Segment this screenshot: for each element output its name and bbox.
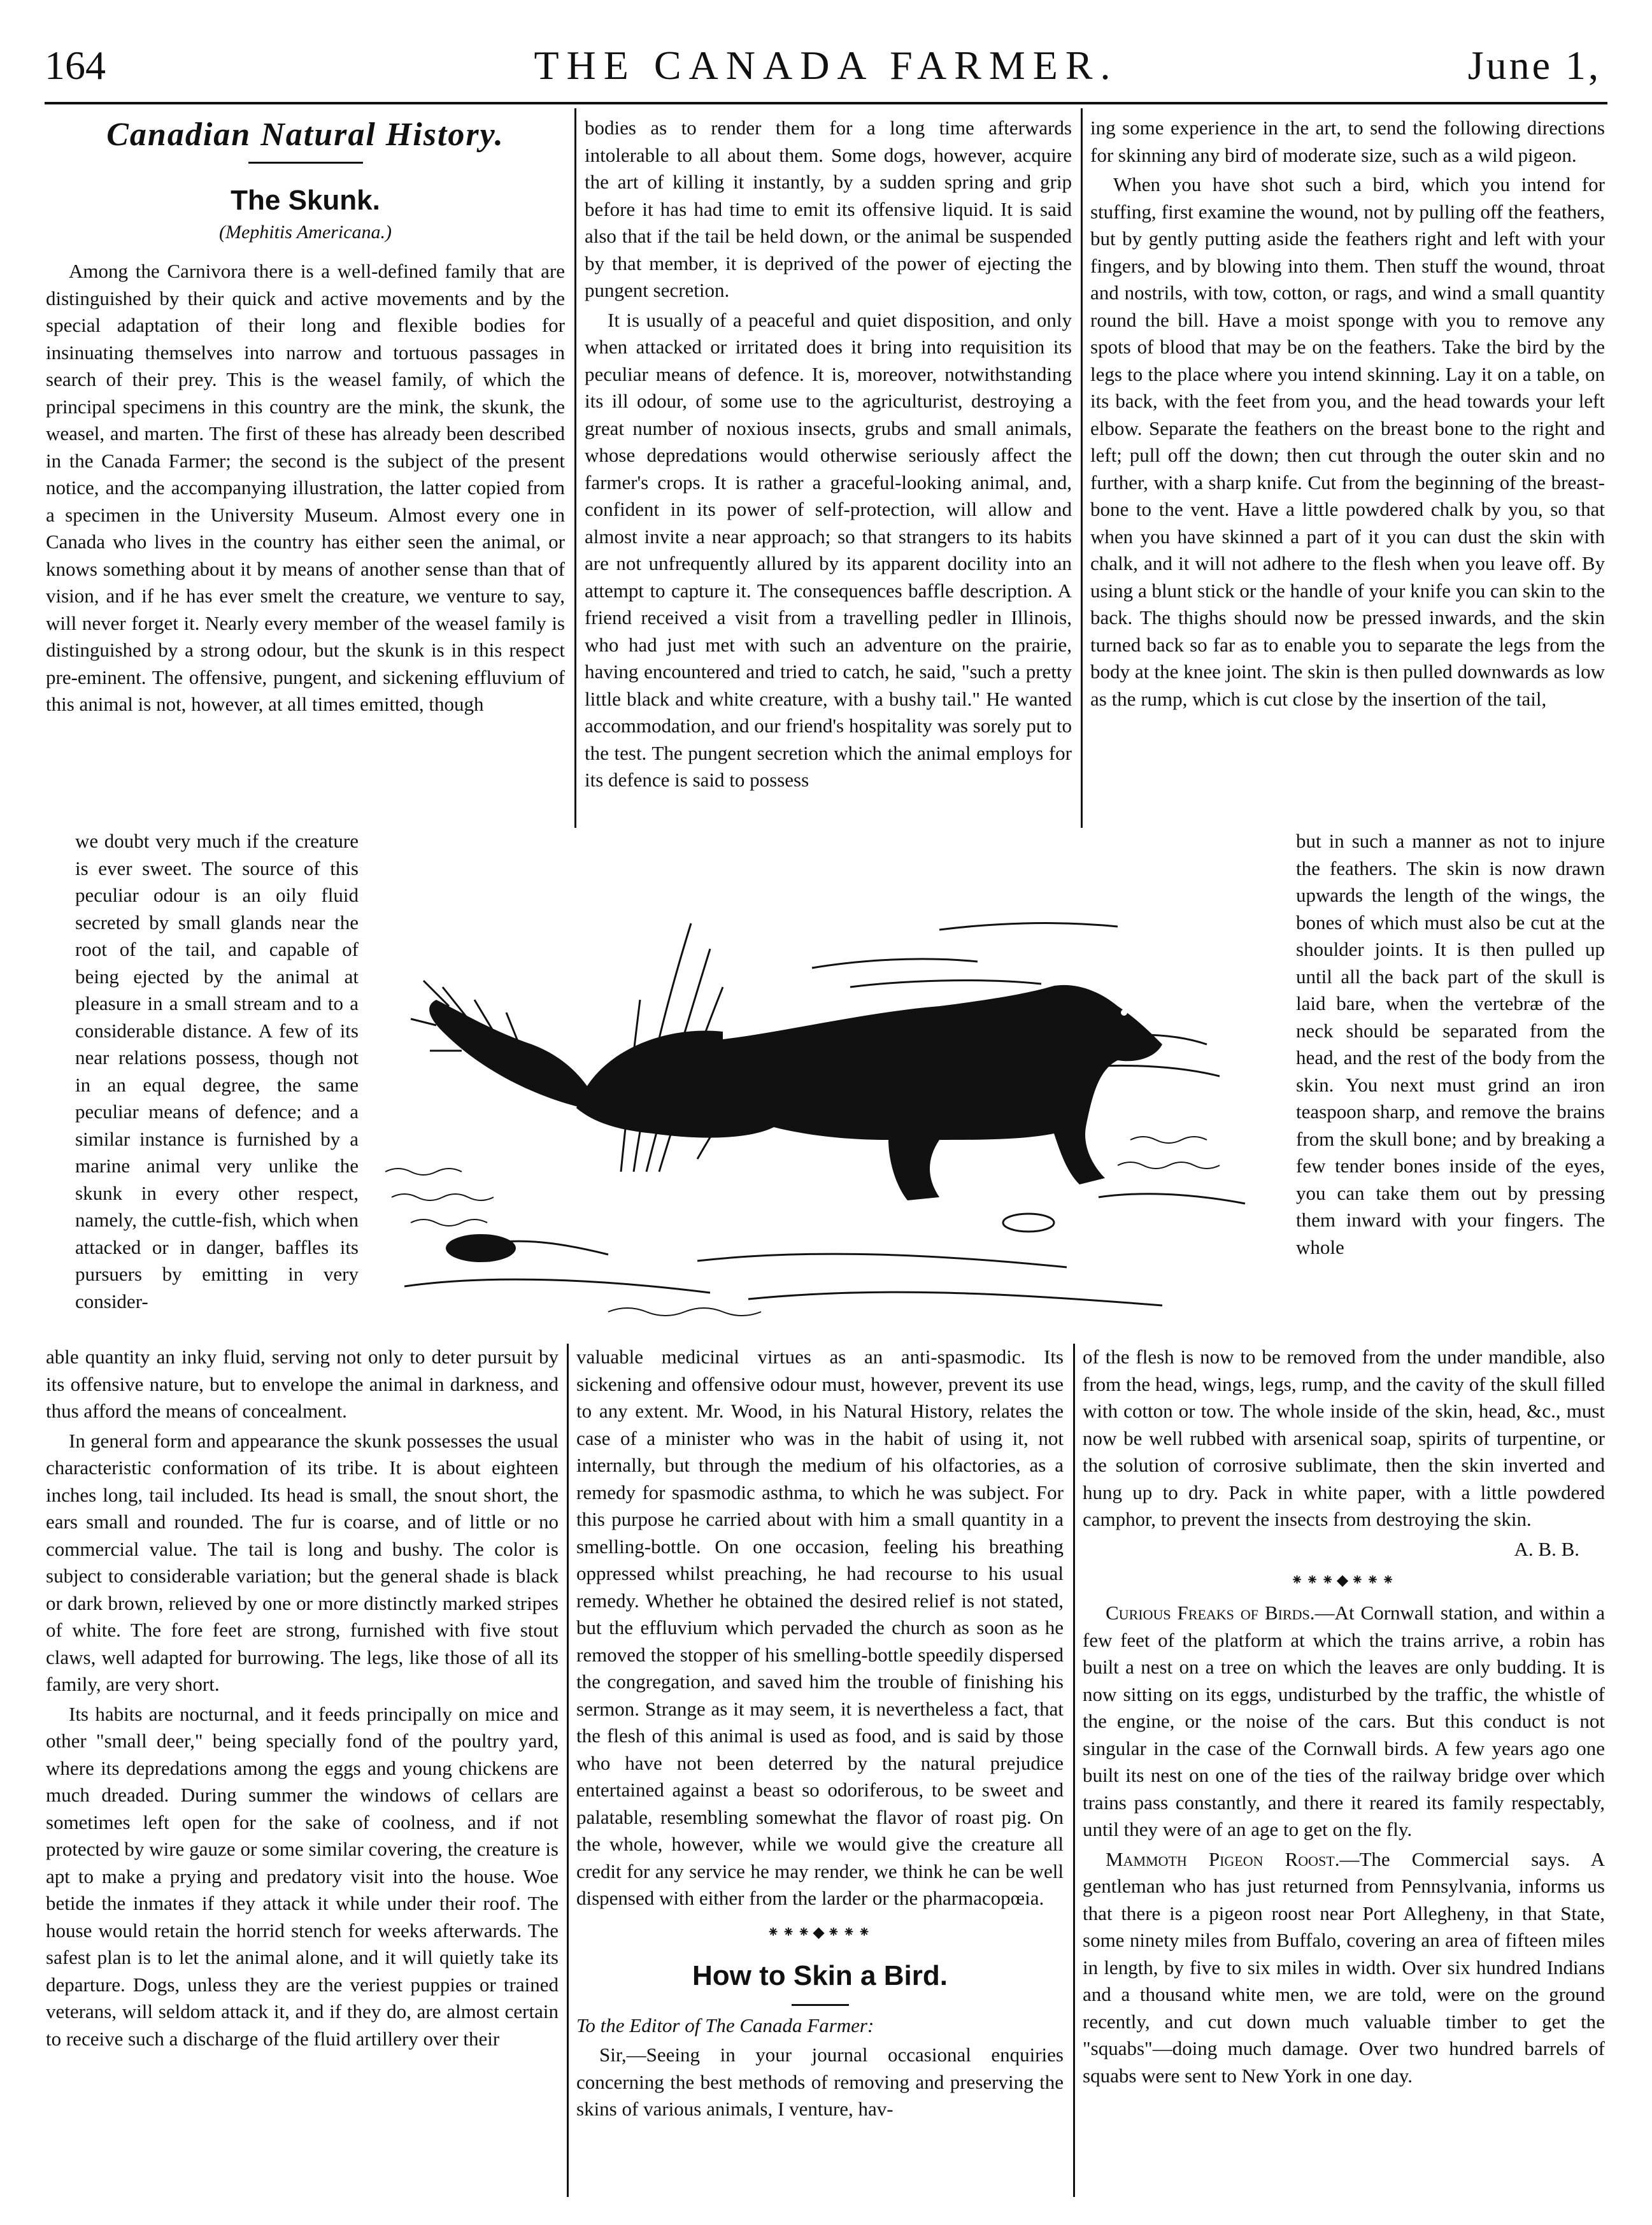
skunk-paragraph-form: In general form and appearance the skunk possesses the usual characteristic conformation of its tribe. It is about eighteen inches long, tail included. Its head is small, the snout short, the ears small and rounded. The fur is coarse, and of little or no commercial value. The tail is long and bushy. The color is subject to considerable variation; but the general shade is black or dark brown, relieved by one or more distinctly marked stripes of white. The fore feet are strong, furnished with five stout claws, well adapted for burrowing. The legs, like those of all its family, are very short.: [46, 1429, 559, 1695]
bird-title-rule: [792, 2004, 849, 2006]
pigeon-roost-item: [1083, 1846, 1605, 2090]
pigeon-roost-heading: Mammoth Pigeon Roost.: [1106, 1847, 1340, 1870]
column-rule-2-bottom: [1073, 1344, 1075, 2197]
scientific-name: (Mephitis Americana.): [218, 222, 392, 243]
issue-date: June 1,: [1467, 43, 1601, 88]
skunk-paragraph-odour: we doubt very much if the creature is ever sweet. The source of this peculiar odour is an oily fluid secreted by small glands near the root of the tail, and capable of being ejected by the animal at pleasure in a small stream and to a considerable distance. A few of its near relations possess, though not in an equal degree, the same peculiar means of defence; and a similar instance is furnished by a marine animal very unlike the skunk in every other respect, namely, the cuttle-fish, which when attacked or in danger, baffles its pursuers by emitting in very consider-: [75, 830, 359, 1312]
bird-paragraph-opening: Sir,—Seeing in your journal occasional enquiries concerning the best methods of removing and preserving the skins of various animals, I venture, hav-: [576, 2044, 1064, 2120]
column-1-wrap: [75, 828, 359, 1344]
column-rule-1-top: [574, 108, 576, 828]
column-2-top: [585, 115, 1072, 828]
ornament-divider-2-icon: ⁕⁕⁕◆⁕⁕⁕: [1290, 1572, 1397, 1589]
skunk-paragraph-disposition: It is usually of a peaceful and quiet disposition, and only when attacked or irritated does it bring into requisition its peculiar means of defence. It is, moreover, notwithstanding its ill odour, of some use to the agriculturist, destroying a great number of noxious insects, grubs and small animals, whose depredations would otherwise seriously affect the farmer's crops. It is rather a graceful-looking animal, and, confident in its power of self-protection, will allow and almost invite a near approach; so that strangers to its habits are not unfrequently allured by its apparent docility into an attempt to capture it. The consequences baffle description. A friend received a visit from a travelling pedler in Illinois, who had just met with such an adventure on the prairie, having encountered and tried to catch, he said, "such a pretty little black and white creature, with a bushy tail." He wanted accommodation, and our friend's hospitality was sorely put to the test. The pungent secretion which the animal employs for its defence is said to possess: [585, 308, 1072, 791]
bird-paragraph-wings: but in such a manner as not to injure the feathers. The skin is now drawn upwards the length of the wings, the bones of which must also be cut at the shoulder joints. It is then pulled up until all the back part of the skull is laid bare, when the vertebræ of the neck should be separated from the head, and the rest of the body from the skin. You next must grind an iron teaspoon sharp, and remove the brains from the skull bone; and by breaking a few tender bones inside of the eyes, you can take them out by pressing them inward with your fingers. The whole: [1296, 830, 1605, 1258]
skunk-illustration: [366, 841, 1283, 1344]
ornament-divider-icon: ⁕⁕⁕◆⁕⁕⁕: [766, 1924, 874, 1941]
salutation: To the Editor of The Canada Farmer:: [576, 2014, 874, 2037]
bird-paragraph-finish: of the flesh is now to be removed from the under mandible, also from the head, wings, legs, rump, and the cavity of the skull filled with cotton or tow. The whole inside of the skin, head, &c., must now be well rubbed with arsenical soap, spirits of turpentine, or the solution of corrosive sublimate, then the skin inverted and hung up to dry. Pack in white paper, with a little powdered camphor, to prevent the insects from destroying the skin.: [1083, 1346, 1605, 1530]
skunk-paragraph-medicinal: valuable medicinal virtues as an anti-spasmodic. Its sickening and offensive odour must, however, prevent its use to any extent. Mr. Wood, in his Natural History, relates the case of a minister who was in the habit of using it, not internally, but through the medium of his olfactories, as a remedy for spasmodic asthma, to which he was subject. For this purpose he carried about with him a small quantity in a smelling-bottle. On one occasion, feeling his breathing oppressed whilst preaching, he had recourse to his usual remedy. Whether he obtained the desired relief is not stated, but the effluvium which pervaded the church as soon as he removed the stopper of his smelling-bottle speedily dispersed the congregation, and saved him the trouble of finishing his sermon. Strange as it may seem, it is nevertheless a fact, that the flesh of this animal is used as food, and is said by those who have not been deterred by the natural prejudice entertained against a beast so odoriferous, to be sweet and palatable, resembling somewhat the flavor of roast pig. On the whole, however, while we would give the creature all credit for any service he may render, we think he can be well dispensed with either from the larder or the pharmacopœia.: [576, 1346, 1064, 1909]
curious-freaks-text: —At Cornwall station, and within a few feet of the platform at which the trains arrive, a robin has built a nest on a tree on which the leaves are only budding. It is now sitting on its eggs, undisturbed by the traffic, the whistle of the engine, or the noise of the cars. But this conduct is not singular in the case of the Cornwall birds. A few years ago one built its nest on one of the ties of the railway bridge over which trains pass constantly, and there it reared its family respectably, until they were of an age to get on the fly.: [1083, 1602, 1605, 1840]
column-3-top: [1090, 115, 1605, 828]
bird-paragraph-intro: ing some experience in the art, to send the following directions for skinning any bird of moderate size, such as a wild pigeon.: [1090, 117, 1605, 166]
signature: A. B. B.: [1514, 1537, 1579, 1560]
column-3-wrap: [1296, 828, 1605, 1344]
column-1-top: [46, 115, 565, 828]
header-rule: [45, 102, 1607, 104]
column-rule-2-top: [1081, 108, 1083, 828]
column-2-bottom: [576, 1344, 1064, 2216]
pigeon-roost-text: —The Commercial says. A gentleman who has just returned from Pennsylvania, informs us that there is a pigeon roost near Port Allegheny, in that State, some ninety miles from Buffalo, covering an area of fifteen miles in length, by five to six miles in width. Over six hundred Indians and a thousand white men, we are told, were on the ground recently, and cut down much valuable timber to get the "squabs"—doing much damage. Over two hundred barrels of squabs were sent to New York in one day.: [1083, 1847, 1605, 2087]
skunk-paragraph-intro: Among the Carnivora there is a well-defined family that are distinguished by their quick and active movements and by the special adaptation of their long and flexible bodies for insinuating themselves into narrow and tortuous passages in search of their prey. This is the weasel family, of which the principal specimens in this country are the mink, the skunk, the weasel, and marten. The first of these has already been described in the Canada Farmer; the second is the subject of the present notice, and the accompanying illustration, the latter copied from a specimen in the University Museum. Almost every one in Canada who lives in the country has either seen the animal, or knows something about it by means of another sense than that of vision, and if he has ever smelt the creature, we venture to say, will never forget it. Nearly every member of the weasel family is distinguished by a strong odour, but the skunk is in this respect pre-eminent. The offensive, pungent, and sickening effluvium of this animal is not, however, at all times emitted, though: [46, 260, 565, 715]
bird-article-title: How to Skin a Bird.: [692, 1959, 948, 1991]
skunk-engraving-icon: [366, 841, 1283, 1344]
page-number: 164: [45, 43, 106, 88]
department-title: Canadian Natural History.: [106, 117, 504, 153]
bird-paragraph-steps: When you have shot such a bird, which you intend for stuffing, first examine the wound, not by pulling off the feathers, but by gently putting aside the feathers right and left with your fingers, and by blowing into them. Then stuff the wound, throat and nostrils, with tow, cotton, or rags, and wind a small quantity round the bill. Have a moist sponge with you to remove any spots of blood that may be on the feathers. Take the bird by the legs to the place where you intend skinning. Lay it on a table, on its back, with the feet from you, and the head towards your left elbow. Separate the feathers on the breast bone to the right and left; pull off the down; then cut through the outer skin and no further, with a sharp knife. Cut from the beginning of the breast-bone to the vent. Have a little powdered chalk by you, so that when you have skinned a part of it you can dust the skin with chalk, and it will not adhere to the flesh when you leave off. By using a blunt stick or the handle of your knife you can skin to the back. The thighs should now be pressed inwards, and the skin turned back so far as to enable you to separate the legs from the body at the knee joint. The skin is then pulled downwards as low as the rump, which is cut close by the insertion of the tail,: [1090, 173, 1605, 710]
skunk-article-title: The Skunk.: [231, 185, 380, 216]
curious-freaks-item: [1083, 1600, 1605, 1844]
column-3-bottom: [1083, 1344, 1605, 2216]
skunk-paragraph-cuttlefish: able quantity an inky fluid, serving not only to deter pursuit by its offensive nature, but to envelope the animal in darkness, and thus afford the means of concealment.: [46, 1346, 559, 1422]
department-rule: [248, 162, 363, 164]
masthead: THE CANADA FARMER.: [534, 43, 1118, 88]
column-rule-1-bottom: [567, 1344, 569, 2197]
curious-freaks-heading: Curious Freaks of Birds.: [1106, 1602, 1315, 1624]
column-1-bottom: [46, 1344, 559, 2216]
skunk-paragraph-dogs: bodies as to render them for a long time afterwards intolerable to all about them. Some dogs, however, acquire the art of killing it instantly, by a sudden spring and grip before it has had time to emit its offensive liquid. It is said also that if the tail be held down, or the animal be suspended by that member, it is deprived of the power of ejecting the pungent secretion.: [585, 117, 1072, 301]
skunk-paragraph-habits: Its habits are nocturnal, and it feeds principally on mice and other "small deer," being specially fond of the poultry yard, where its depredations among the eggs and young chickens are much dreaded. During summer the windows of cellars are sometimes left open for the sake of coolness, and if not protected by wire gauze or some similar covering, the creature is apt to make a prying and predatory visit into the house. Woe betide the inmates if they attack it while under their roof. The house would retain the horrid stench for weeks afterwards. The safest plan is to let the animal alone, and it will quietly take its departure. Dogs, unless they are the veriest puppies or trained veterans, will seldom attack it, and if they do, are almost certain to receive such a discharge of the fluid artillery over their: [46, 1702, 559, 2050]
